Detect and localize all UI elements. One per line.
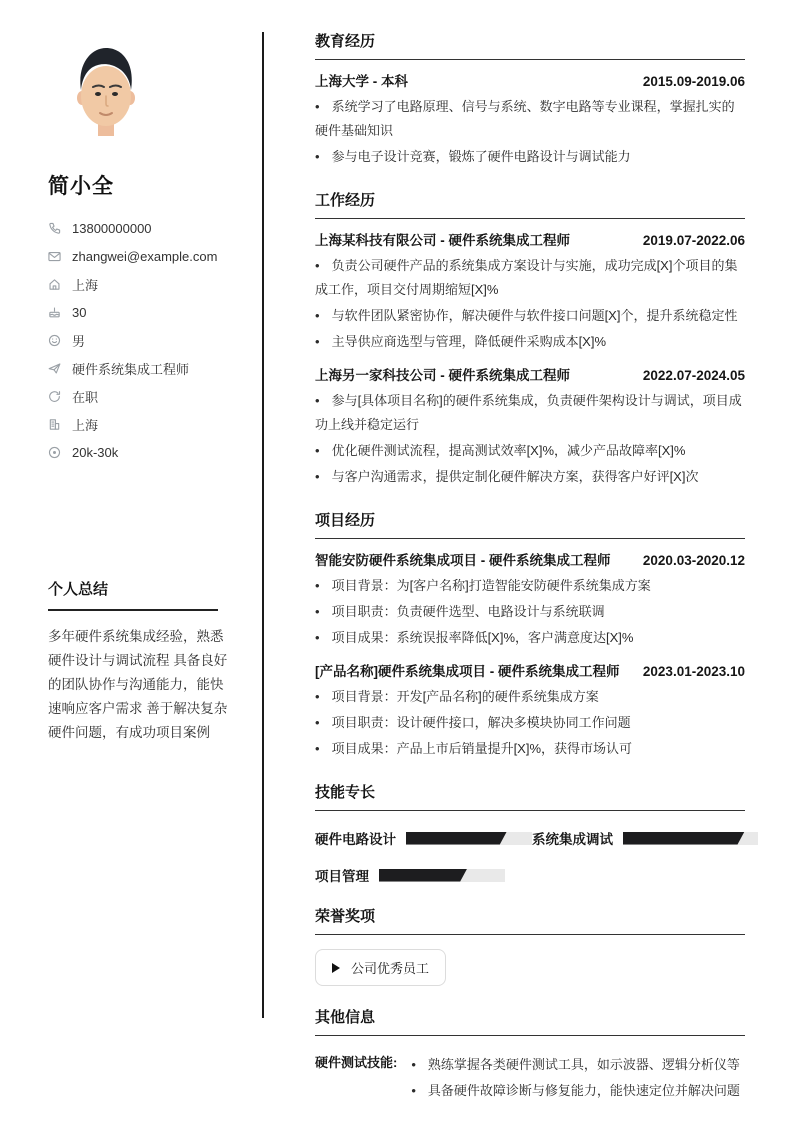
bullet-dot-icon: • bbox=[315, 741, 320, 756]
skill-bar-fill bbox=[406, 832, 507, 845]
bullet-text: 与软件团队紧密协作，解决硬件与软件接口问题[X]个，提升系统稳定性 bbox=[331, 308, 738, 323]
contact-text: 20k-30k bbox=[72, 444, 119, 460]
entry-name: 上海另一家科技公司 - 硬件系统集成工程师 bbox=[315, 368, 570, 383]
work-section bbox=[315, 189, 745, 489]
award-badge-label: 公司优秀员工 bbox=[351, 961, 430, 976]
skills-rows bbox=[315, 828, 745, 885]
bullet-item bbox=[315, 254, 745, 302]
bullet-text: 优化硬件测试流程，提高测试效率[X]%，减少产品故障率[X]% bbox=[331, 443, 686, 458]
entry-bullets bbox=[315, 574, 745, 650]
bullet-item bbox=[315, 389, 745, 437]
bullet-item bbox=[315, 439, 745, 463]
entry-date: 2022.07-2024.05 bbox=[642, 368, 745, 383]
entry-name: 上海某科技有限公司 - 硬件系统集成工程师 bbox=[315, 233, 570, 248]
bullet-dot-icon: • bbox=[411, 1057, 416, 1072]
position-icon bbox=[48, 362, 61, 375]
bullet-item bbox=[315, 574, 745, 598]
entry-date: 2019.07-2022.06 bbox=[642, 233, 745, 248]
bullet-item bbox=[315, 737, 745, 761]
bullet-dot-icon: • bbox=[315, 393, 320, 408]
bullet-text: 主导供应商选型与管理，降低硬件采购成本[X]% bbox=[331, 334, 607, 349]
bullet-text: 项目职责：负责硬件选型、电路设计与系统联调 bbox=[331, 604, 605, 619]
bullet-dot-icon: • bbox=[315, 99, 320, 114]
entry-name: 智能安防硬件系统集成项目 - 硬件系统集成工程师 bbox=[315, 553, 611, 568]
education-title: 教育经历 bbox=[315, 30, 745, 60]
bullet-dot-icon: • bbox=[315, 578, 320, 593]
entry-bullets bbox=[315, 95, 745, 169]
contact-row bbox=[48, 214, 244, 242]
bullet-dot-icon: • bbox=[411, 1083, 416, 1098]
other-row bbox=[315, 1051, 745, 1103]
bullet-dot-icon: • bbox=[315, 630, 320, 645]
resume-sidebar bbox=[48, 38, 244, 745]
award-badges bbox=[315, 949, 745, 986]
summary-section bbox=[48, 578, 244, 745]
contact-text: 13800000000 bbox=[72, 220, 152, 236]
age-icon bbox=[48, 306, 61, 319]
entry-bullets bbox=[315, 254, 745, 354]
entry bbox=[315, 73, 745, 169]
bullet-text: 具备硬件故障诊断与修复能力，能快速定位并解决问题 bbox=[427, 1083, 740, 1098]
entry-name: [产品名称]硬件系统集成项目 - 硬件系统集成工程师 bbox=[315, 664, 620, 679]
entry-head bbox=[315, 663, 745, 681]
skill-label: 系统集成调试 bbox=[532, 832, 613, 847]
contact-text: 30 bbox=[72, 304, 87, 320]
bullet-dot-icon: • bbox=[315, 258, 320, 273]
entry-bullets bbox=[315, 685, 745, 761]
bullet-text: 项目背景：为[客户名称]打造智能安防硬件系统集成方案 bbox=[331, 578, 651, 593]
bullet-dot-icon: • bbox=[315, 469, 320, 484]
company-location-icon bbox=[48, 418, 61, 431]
other-section bbox=[315, 1006, 745, 1103]
profile-photo bbox=[60, 38, 152, 150]
bullet-item bbox=[315, 95, 745, 143]
entry-head bbox=[315, 367, 745, 385]
other-title: 其他信息 bbox=[315, 1006, 745, 1036]
contact-row bbox=[48, 298, 244, 326]
status-icon bbox=[48, 390, 61, 403]
contact-list bbox=[48, 214, 244, 466]
bullet-dot-icon: • bbox=[315, 308, 320, 323]
profile-photo-illustration bbox=[60, 38, 152, 150]
contact-row bbox=[48, 410, 244, 438]
phone-icon bbox=[48, 222, 61, 235]
bullet-item bbox=[315, 145, 745, 169]
bullet-item bbox=[315, 711, 745, 735]
bullet-text: 熟练掌握各类硬件测试工具，如示波器、逻辑分析仪等 bbox=[427, 1057, 740, 1072]
bullet-item bbox=[315, 626, 745, 650]
contact-row bbox=[48, 270, 244, 298]
skill-bar-fill bbox=[623, 832, 745, 845]
entry bbox=[315, 663, 745, 761]
entry-bullets bbox=[315, 389, 745, 489]
bullet-text: 项目成果：系统误报率降低[X]%，客户满意度达[X]% bbox=[331, 630, 634, 645]
bullet-dot-icon: • bbox=[315, 715, 320, 730]
contact-text: 硬件系统集成工程师 bbox=[72, 361, 190, 377]
work-title: 工作经历 bbox=[315, 189, 745, 219]
play-triangle-icon bbox=[332, 963, 340, 973]
awards-section bbox=[315, 905, 745, 986]
bullet-item bbox=[315, 304, 745, 328]
contact-row bbox=[48, 438, 244, 466]
skill-label: 项目管理 bbox=[315, 869, 369, 884]
contact-text: zhangwei@example.com bbox=[72, 248, 218, 264]
entry-date: 2015.09-2019.06 bbox=[642, 74, 745, 89]
skills-row bbox=[315, 828, 745, 848]
bullet-dot-icon: • bbox=[315, 149, 320, 164]
vertical-divider bbox=[262, 32, 264, 1018]
entry-head bbox=[315, 232, 745, 250]
entry-head bbox=[315, 552, 745, 570]
entry-date: 2023.01-2023.10 bbox=[642, 664, 745, 679]
contact-row bbox=[48, 354, 244, 382]
gender-icon bbox=[48, 334, 61, 347]
skill-item bbox=[315, 828, 532, 848]
bullet-text: 系统学习了电路原理、信号与系统、数字电路等专业课程，掌握扎实的硬件基础知识 bbox=[315, 99, 735, 138]
bullet-text: 参与电子设计竞赛，锻炼了硬件电路设计与调试能力 bbox=[331, 149, 631, 164]
bullet-item bbox=[315, 685, 745, 709]
projects-title: 项目经历 bbox=[315, 509, 745, 539]
skill-bar bbox=[379, 869, 505, 882]
education-section bbox=[315, 30, 745, 169]
contact-row bbox=[48, 242, 244, 270]
email-icon bbox=[48, 250, 61, 263]
skill-bar bbox=[623, 832, 758, 845]
resume-main bbox=[315, 30, 745, 1123]
location-icon bbox=[48, 278, 61, 291]
bullet-dot-icon: • bbox=[315, 334, 320, 349]
candidate-name: 简小全 bbox=[48, 175, 114, 198]
projects-section bbox=[315, 509, 745, 761]
bullet-dot-icon: • bbox=[315, 443, 320, 458]
contact-text: 男 bbox=[72, 333, 86, 349]
bullet-text: 项目职责：设计硬件接口，解决多模块协同工作问题 bbox=[331, 715, 631, 730]
contact-text: 上海 bbox=[72, 417, 99, 433]
other-row-bullets bbox=[411, 1051, 740, 1103]
skill-bar bbox=[406, 832, 532, 845]
skill-item bbox=[532, 828, 758, 848]
bullet-item bbox=[315, 465, 745, 489]
bullet-dot-icon: • bbox=[315, 689, 320, 704]
salary-icon bbox=[48, 446, 61, 459]
contact-row bbox=[48, 326, 244, 354]
bullet-text: 负责公司硬件产品的系统集成方案设计与实施，成功完成[X]个项目的集成工作，项目交付周期缩短[X]% bbox=[315, 258, 738, 297]
entry-head bbox=[315, 73, 745, 91]
skills-section bbox=[315, 781, 745, 885]
entry bbox=[315, 232, 745, 354]
bullet-item bbox=[411, 1053, 740, 1077]
bullet-text: 项目背景：开发[产品名称]的硬件系统集成方案 bbox=[331, 689, 599, 704]
bullet-dot-icon: • bbox=[315, 604, 320, 619]
bullet-item bbox=[315, 330, 745, 354]
other-row-label: 硬件测试技能: bbox=[315, 1055, 398, 1070]
skills-title: 技能专长 bbox=[315, 781, 745, 811]
contact-text: 上海 bbox=[72, 277, 99, 293]
bullet-text: 参与[具体项目名称]的硬件系统集成，负责硬件架构设计与调试，项目成功上线并稳定运行 bbox=[315, 393, 742, 432]
contact-row bbox=[48, 382, 244, 410]
project-entries bbox=[315, 552, 745, 761]
entry bbox=[315, 552, 745, 650]
entry-name: 上海大学 - 本科 bbox=[315, 74, 408, 89]
education-entries bbox=[315, 73, 745, 169]
bullet-item bbox=[315, 600, 745, 624]
award-badge bbox=[315, 949, 446, 986]
summary-title: 个人总结 bbox=[48, 578, 218, 611]
awards-title: 荣誉奖项 bbox=[315, 905, 745, 935]
bullet-text: 与客户沟通需求，提供定制化硬件解决方案，获得客户好评[X]次 bbox=[331, 469, 699, 484]
entry-date: 2020.03-2020.12 bbox=[642, 553, 745, 568]
bullet-item bbox=[411, 1079, 740, 1103]
other-rows bbox=[315, 1051, 745, 1103]
entry bbox=[315, 367, 745, 489]
contact-text: 在职 bbox=[72, 389, 99, 405]
skills-row bbox=[315, 865, 745, 885]
bullet-text: 项目成果：产品上市后销量提升[X]%，获得市场认可 bbox=[331, 741, 633, 756]
work-entries bbox=[315, 232, 745, 489]
skill-bar-fill bbox=[379, 869, 467, 882]
summary-text: 多年硬件系统集成经验，熟悉硬件设计与调试流程 具备良好的团队协作与沟通能力，能快速响应客户需求 善于解决复杂硬件问题，有成功项目案例 bbox=[48, 629, 228, 740]
skill-item bbox=[315, 865, 505, 885]
skill-label: 硬件电路设计 bbox=[315, 832, 396, 847]
